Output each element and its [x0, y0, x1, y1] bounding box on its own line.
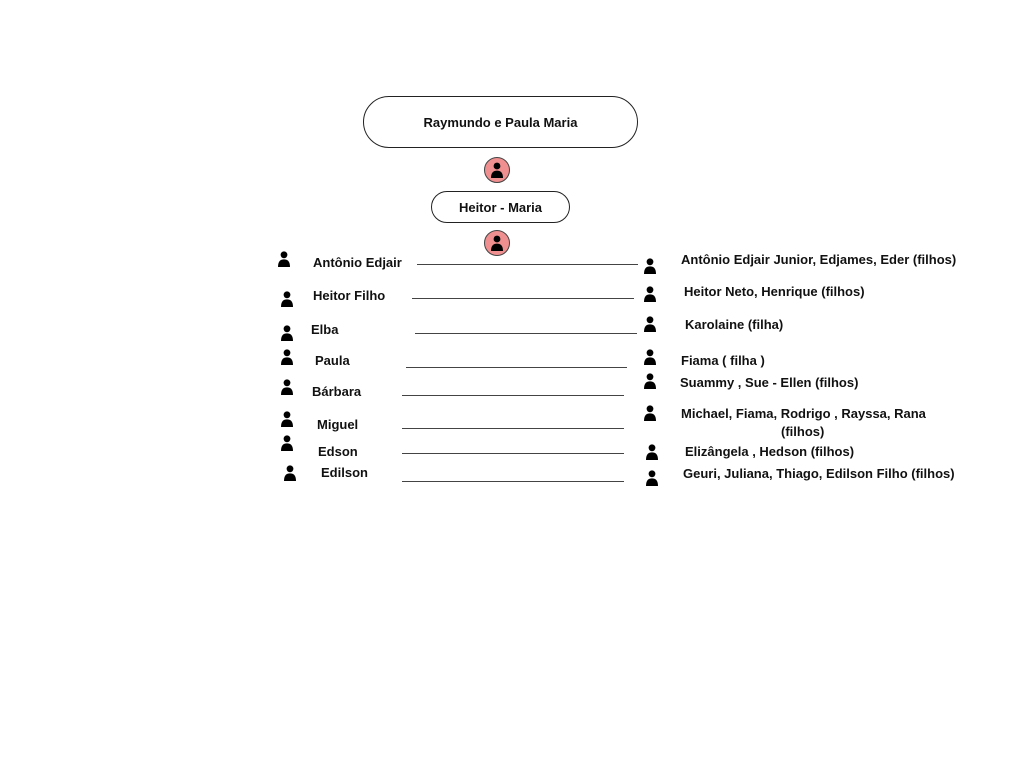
person-icon: [644, 316, 656, 332]
root-couple-label: Raymundo e Paula Maria: [423, 114, 578, 130]
child-name: Antônio Edjair: [313, 255, 402, 270]
connector-line: [415, 333, 637, 334]
second-couple-node: [431, 191, 570, 223]
descendants-label-continued: (filhos): [781, 424, 825, 439]
child-name: Miguel: [317, 417, 359, 432]
child-name: Edson: [318, 444, 358, 459]
person-icon: [284, 465, 296, 481]
person-icon: [281, 325, 293, 341]
child-name: Heitor Filho: [313, 288, 386, 303]
connector-line: [412, 298, 634, 299]
connector-line: [402, 453, 624, 454]
descendants-label: Geuri, Juliana, Thiago, Edilson Filho (filhos): [683, 466, 955, 481]
person-icon: [278, 251, 290, 267]
connector-line: [402, 481, 624, 482]
connector-line: [417, 264, 638, 265]
descendants-label: Antônio Edjair Junior, Edjames, Eder (filhos): [681, 252, 957, 267]
descendants-label: Fiama ( filha ): [681, 353, 765, 368]
person-icon: [281, 291, 293, 307]
descendants-label: Karolaine (filha): [685, 317, 784, 332]
root-couple-node: [363, 96, 638, 148]
person-icon: [281, 435, 293, 451]
person-icon: [281, 349, 293, 365]
person-badge-icon: [484, 157, 510, 183]
person-icon: [281, 411, 293, 427]
connector-line: [402, 395, 624, 396]
person-icon: [646, 444, 658, 460]
second-couple-label: Heitor - Maria: [458, 199, 543, 215]
person-icon: [644, 286, 656, 302]
person-icon: [644, 258, 656, 274]
descendants-label: Michael, Fiama, Rodrigo , Rayssa, Rana: [681, 406, 926, 421]
child-name: Bárbara: [312, 384, 362, 399]
connector-line: [402, 428, 624, 429]
child-name: Edilson: [321, 465, 368, 480]
descendants-label: Elizângela , Hedson (filhos): [685, 444, 855, 459]
person-icon: [644, 349, 656, 365]
descendants-label: Suammy , Sue - Ellen (filhos): [680, 375, 859, 390]
person-icon: [646, 470, 658, 486]
person-badge-icon: [484, 230, 510, 256]
child-name: Paula: [315, 353, 350, 368]
person-icon: [281, 379, 293, 395]
person-icon: [644, 373, 656, 389]
person-icon: [644, 405, 656, 421]
connector-line: [406, 367, 627, 368]
descendants-label: Heitor Neto, Henrique (filhos): [684, 284, 865, 299]
child-name: Elba: [311, 322, 339, 337]
